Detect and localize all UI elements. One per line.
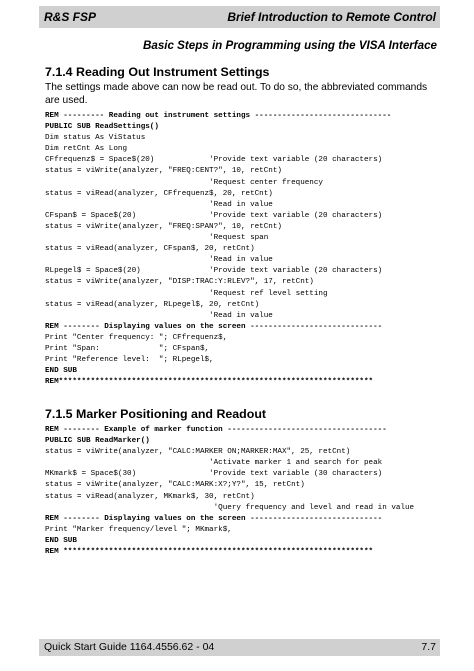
code-line: 'Request center frequency <box>45 178 323 187</box>
code-line: 'Activate marker 1 and search for peak <box>45 459 383 468</box>
code-line: CFfrequenz$ = Space$(20) 'Provide text variable (20 characters) <box>45 156 383 165</box>
code-line: status = viWrite(analyzer, "CALC:MARK:X?;Y?", 15, retCnt) <box>45 481 305 490</box>
code-line: END SUB <box>45 367 77 376</box>
code-line: REM********************************************************************* <box>45 378 374 387</box>
code-line: CFspan$ = Space$(20) 'Provide text variable (20 characters) <box>45 211 383 220</box>
code-line: END SUB <box>45 536 77 545</box>
code-line: status = viWrite(analyzer, "FREQ:SPAN?", 10, retCnt) <box>45 222 282 231</box>
footer-page-number: 7.7 <box>421 641 436 653</box>
code-line: Dim retCnt As Long <box>45 145 128 154</box>
code-line: Dim status As ViStatus <box>45 134 146 143</box>
header-chapter: Brief Introduction to Remote Control <box>227 10 436 24</box>
page-footer <box>39 639 440 656</box>
code-line: status = viRead(analyzer, CFfrequenz$, 20, retCnt) <box>45 189 273 198</box>
code-line: Print "Span: "; CFspan$, <box>45 344 210 353</box>
code-line: status = viWrite(analyzer, "CALC:MARKER ON;MARKER:MAX", 25, retCnt) <box>45 448 351 457</box>
code-line: MKmark$ = Space$(30) 'Provide text variable (30 characters) <box>45 470 383 479</box>
code-line: PUBLIC SUB ReadSettings() <box>45 123 159 132</box>
section-title-marker: 7.1.5 Marker Positioning and Readout <box>45 407 267 421</box>
footer-doc-id: Quick Start Guide 1164.4556.62 - 04 <box>44 641 215 653</box>
code-line: status = viRead(analyzer, RLpegel$, 20, retCnt) <box>45 300 260 309</box>
code-line: 'Read in value <box>45 200 273 209</box>
code-line: RLpegel$ = Space$(20) 'Provide text variable (20 characters) <box>45 267 383 276</box>
page-header <box>39 6 440 28</box>
code-block-read-marker <box>45 425 414 558</box>
code-line: REM -------- Displaying values on the screen ----------------------------- <box>45 514 383 523</box>
code-line: status = viWrite(analyzer, "DISP:TRAC:Y:RLEV?", 17, retCnt) <box>45 278 314 287</box>
code-line: 'Read in value <box>45 256 273 265</box>
code-line: Print "Reference level: "; RLpegel$, <box>45 356 214 365</box>
code-line: Print "Marker frequency/level "; MKmark$, <box>45 525 232 534</box>
code-line: REM --------- Reading out instrument settings ------------------------------ <box>45 112 392 120</box>
section-title-reading-settings: 7.1.4 Reading Out Instrument Settings <box>45 65 270 79</box>
code-line: REM -------- Example of marker function ----------------------------------- <box>45 426 387 434</box>
code-line: status = viWrite(analyzer, "FREQ:CENT?", 10, retCnt) <box>45 167 282 176</box>
code-line: status = viRead(analyzer, CFspan$, 20, retCnt) <box>45 245 255 254</box>
code-line: PUBLIC SUB ReadMarker() <box>45 437 150 446</box>
section-paragraph: The settings made above can now be read out. To do so, the abbreviated commands are used. <box>45 82 428 106</box>
code-line: REM ******************************************************************** <box>45 548 374 557</box>
code-line: 'Query frequency and level and read in value <box>45 503 415 512</box>
code-line: 'Read in value <box>45 311 273 320</box>
code-line: 'Request span <box>45 234 269 243</box>
code-block-read-settings <box>45 111 391 388</box>
code-line: REM -------- Displaying values on the screen ----------------------------- <box>45 322 383 331</box>
code-line: Print "Center frequency: "; CFfrequenz$, <box>45 333 228 342</box>
header-subtitle: Basic Steps in Programming using the VISA Interface <box>143 39 437 52</box>
header-product: R&S FSP <box>44 10 97 24</box>
code-line: status = viRead(analyzer, MKmark$, 30, retCnt) <box>45 492 255 501</box>
code-line: 'Request ref level setting <box>45 289 328 298</box>
